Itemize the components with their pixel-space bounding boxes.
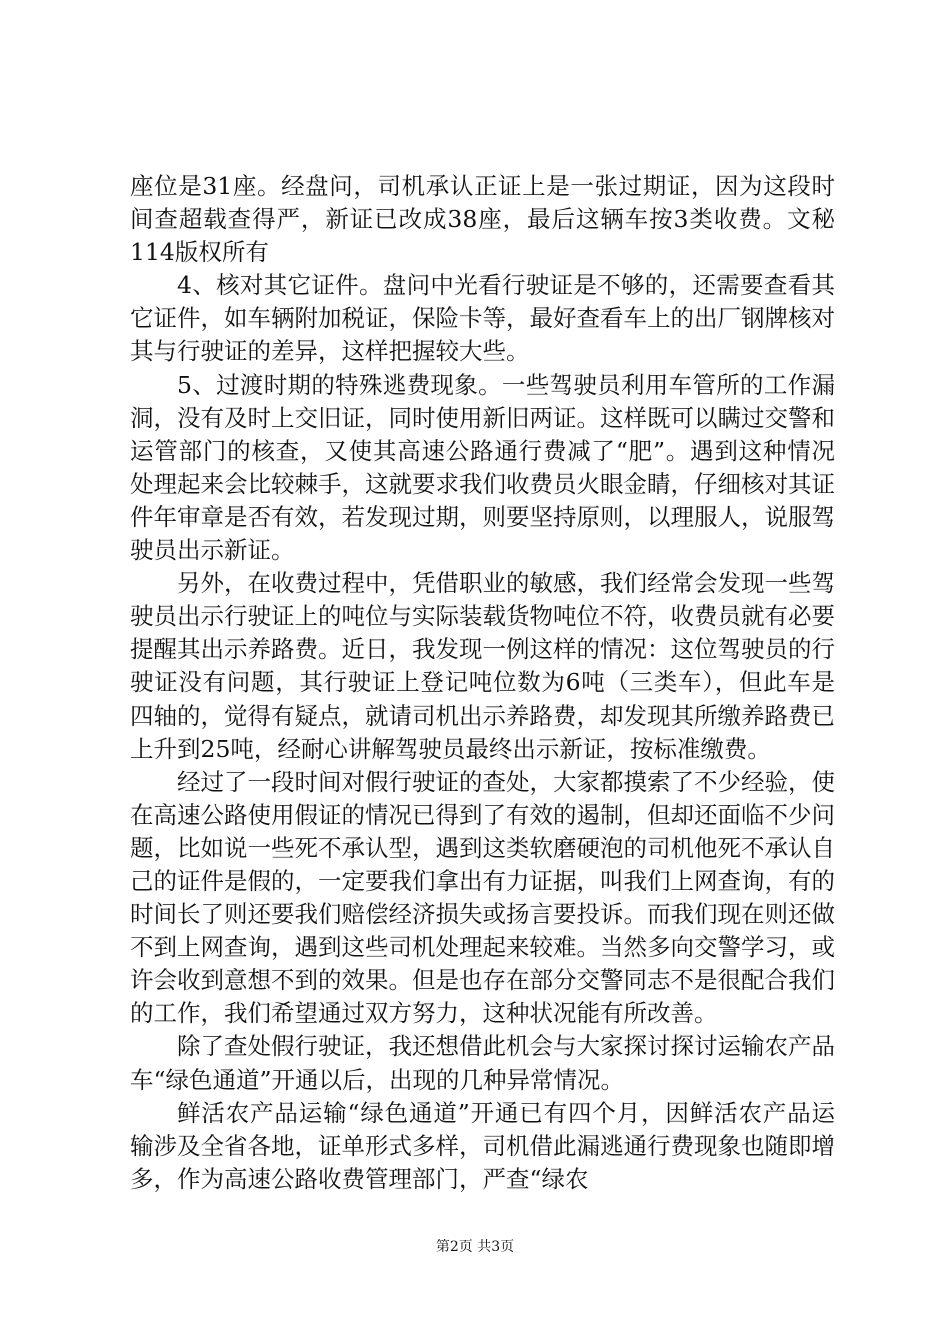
- paragraph-transition-period: 5、过渡时期的特殊逃费现象。一些驾驶员利用车管所的工作漏洞，没有及时上交旧证，同时使用新旧两证。这样既可以瞒过交警和运管部门的核查，又使其高速公路通行费减了“肥”。遇到这种情况处理起来会比较棘手，这就要求我们收费员火眼金睛，仔细核对其证件年审章是否有效，若发现过期，则要坚持原则，以理服人，说服驾驶员出示新证。: [130, 370, 835, 565]
- paragraph-green-channel-detail: 鲜活农产品运输“绿色通道”开通已有四个月，因鲜活农产品运输涉及全省各地，证单形式多样，司机借此漏逃通行费现象也随即增多，作为高速公路收费管理部门，严查“绿农: [130, 1098, 835, 1193]
- paragraph-check-other-documents: 4、核对其它证件。盘问中光看行驶证是不够的，还需要查看其它证件，如车辆附加税证，保险卡等，最好查看车上的出厂钢牌核对其与行驶证的差异，这样把握较大些。: [130, 271, 835, 366]
- paragraph-tonnage-mismatch: 另外，在收费过程中，凭借职业的敏感，我们经常会发现一些驾驶员出示行驶证上的吨位与实际装载货物吨位不符，收费员就有必要提醒其出示养路费。近日，我发现一例这样的情况：这位驾驶员的行驶证没有问题，其行驶证上登记吨位数为6吨（三类车），但此车是四轴的，觉得有疑点，就请司机出示养路费，却发现其所缴养路费已上升到25吨，经耐心讲解驾驶员最终出示新证，按标准缴费。: [130, 569, 835, 763]
- page-footer: 第2页 共3页: [435, 1239, 515, 1255]
- body-text: [130, 170, 835, 1196]
- paragraph-fake-license-experience: 经过了一段时间对假行驶证的查处，大家都摸索了不少经验，使在高速公路使用假证的情况已得到了有效的遏制，但却还面临不少问题，比如说一些死不承认型，遇到这类软磨硬泡的司机他死不承认自己的证件是假的，一定要我们拿出有力证据，叫我们上网查询，有的时间长了则还要我们赔偿经济损失或扬言要投诉。而我们现在则还做不到上网查询，遇到这些司机处理起来较难。当然多向交警学习，或许会收到意想不到的效果。但是也存在部分交警同志不是很配合我们的工作，我们希望通过双方努力，这种状况能有所改善。: [130, 767, 835, 1028]
- paragraph-continuation: 座位是31座。经盘问，司机承认正证上是一张过期证，因为这段时间查超载查得严，新证已改成38座，最后这辆车按3类收费。文秘114版权所有: [130, 172, 835, 267]
- paragraph-green-channel-intro: 除了查处假行驶证，我还想借此机会与大家探讨探讨运输农产品车“绿色通道”开通以后，出现的几种异常情况。: [130, 1032, 835, 1094]
